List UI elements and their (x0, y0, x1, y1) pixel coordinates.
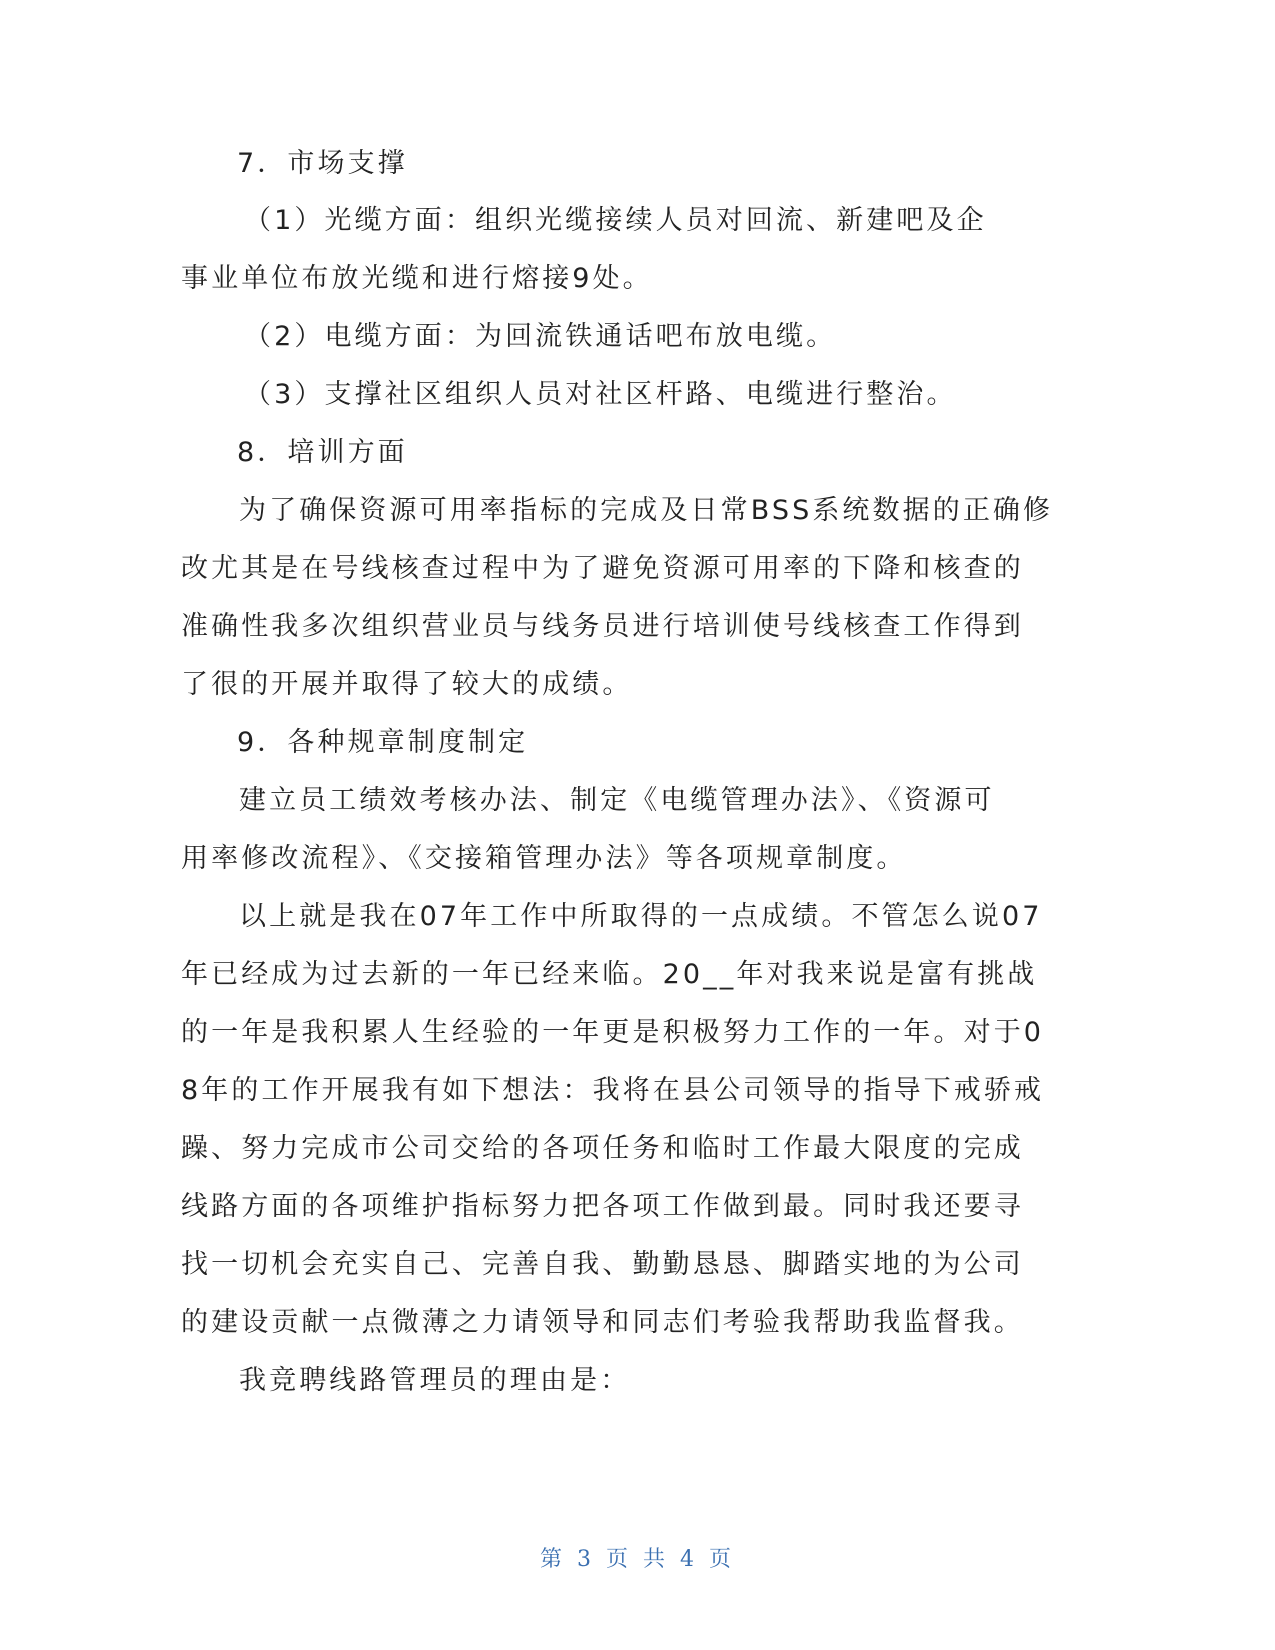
paragraph-line: （2）电缆方面：为回流铁通话吧布放电缆。 (244, 321, 837, 352)
heading-regulations: 9．各种规章制度制定 (237, 727, 529, 758)
paragraph-line: 为了确保资源可用率指标的完成及日常BSS系统数据的正确修 (239, 495, 1054, 526)
paragraph-line: 建立员工绩效考核办法、制定《电缆管理办法》、《资源可 (239, 785, 995, 816)
paragraph-line: 线路方面的各项维护指标努力把各项工作做到最。同时我还要寻 (181, 1191, 1024, 1222)
page-suffix: 页 (709, 1547, 736, 1572)
paragraph-line: （1）光缆方面：组织光缆接续人员对回流、新建吧及企 (244, 205, 987, 236)
paragraph-line: 事业单位布放光缆和进行熔接9处。 (181, 263, 653, 294)
page-number-footer (0, 1545, 1275, 1575)
heading-market-support: 7．市场支撑 (237, 148, 408, 179)
paragraph-line: 改尤其是在号线核查过程中为了避免资源可用率的下降和核查的 (181, 553, 1024, 584)
paragraph-line: 8年的工作开展我有如下想法：我将在县公司领导的指导下戒骄戒 (181, 1075, 1045, 1106)
paragraph-line: 年已经成为过去新的一年已经来临。20__年对我来说是富有挑战 (181, 959, 1038, 990)
paragraph-line: 了很的开展并取得了较大的成绩。 (181, 669, 633, 700)
paragraph-line: 躁、努力完成市公司交给的各项任务和临时工作最大限度的完成 (181, 1133, 1024, 1164)
page-mid: 页 共 (606, 1547, 669, 1572)
paragraph-line: 我竞聘线路管理员的理由是： (239, 1365, 631, 1396)
paragraph-line: 准确性我多次组织营业员与线务员进行培训使号线核查工作得到 (181, 611, 1024, 642)
page-total: 4 (680, 1547, 698, 1572)
page-prefix: 第 (539, 1547, 566, 1572)
paragraph-line: 找一切机会充实自己、完善自我、勤勤恳恳、脚踏实地的为公司 (181, 1249, 1024, 1280)
paragraph-line: 的一年是我积累人生经验的一年更是积极努力工作的一年。对于0 (181, 1017, 1045, 1048)
heading-training: 8．培训方面 (237, 437, 408, 468)
paragraph-line: 用率修改流程》、《交接箱管理办法》等各项规章制度。 (181, 843, 907, 874)
paragraph-line: 以上就是我在07年工作中所取得的一点成绩。不管怎么说07 (239, 901, 1043, 932)
paragraph-line: （3）支撑社区组织人员对社区杆路、电缆进行整治。 (244, 379, 957, 410)
page-current: 3 (577, 1547, 595, 1572)
paragraph-line: 的建设贡献一点微薄之力请领导和同志们考验我帮助我监督我。 (181, 1307, 1024, 1338)
